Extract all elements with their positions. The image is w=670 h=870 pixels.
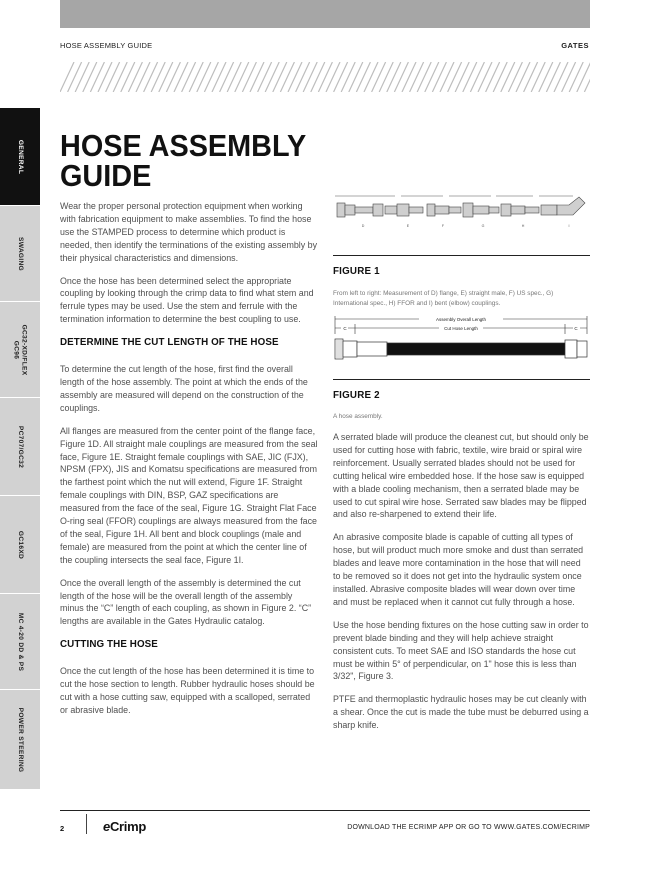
figure-1-label: E — [406, 224, 410, 228]
figure-2-cut-label: Cut Hose Length — [444, 326, 478, 331]
footer-download-link[interactable]: DOWNLOAD THE ECRIMP APP OR GO TO WWW.GATES.COM/ECRIMP — [347, 824, 590, 831]
figure-1-label: H — [521, 224, 525, 228]
intro-paragraph-1: Wear the proper personal protection equipment when working with fabrication equipment to make assemblies. To find the hose use the STAMPED process to determine which product is needed, then identify the terminations of the existing assembly by their physical characteristics and dimensions. — [60, 201, 318, 263]
page-number: 2 — [60, 824, 65, 833]
tab-gc16xd[interactable]: GC16XD — [0, 496, 40, 594]
section-heading-cut-length: DETERMINE THE CUT LENGTH OF THE HOSE — [60, 337, 279, 349]
tab-swaging[interactable]: SWAGING — [0, 206, 40, 302]
cut-length-paragraph-3: Once the overall length of the assembly is determined the cut length of the hose will be the overall length of the assembly minus the “C” length of each coupling, as shown in Figure 2. “C” lengths are available in the Gates Hydraulic catalog. — [60, 577, 312, 627]
footer-divider — [86, 814, 87, 834]
ecrimp-logo[interactable]: eCrimp — [103, 819, 146, 834]
tab-pc707-gc32[interactable]: PC707/GC32 — [0, 398, 40, 496]
right-paragraph-1: A serrated blade will produce the cleanest cut, but should only be used for cutting hose with fabric, textile, wire braid or spiral wire reinforcement. Usually serrated blades should not be used for cutting helical wire embedded hose. If the hose saw is equipped with a blade cooling mechanism, then a serrated blade may be used to cut spiral wire hose. Serrated saw blades may be flipped and also re-sharpened to extend their life. — [333, 432, 589, 520]
cutting-paragraph-1: Once the cut length of the hose has been determined it is time to cut the hose section to length. Rubber hydraulic hoses should be cut with a hose cutting saw, equipped with a scalloped, serrated or abrasive blade. — [60, 666, 315, 715]
tab-mc-4-20[interactable]: MC 4-20 DD & PS — [0, 594, 40, 690]
figure-2-c-label-right: C — [574, 326, 578, 331]
figure-1-couplings-illustration — [333, 193, 590, 233]
intro-paragraph-2: Once the hose has been determined select the appropriate coupling by looking through the crimp data to find what stem and ferrule types may be used. Use the stem and ferrule with the termination information to determine the best coupling to use. — [60, 275, 314, 325]
figure-2-rule — [333, 379, 590, 380]
top-banner — [60, 0, 590, 28]
page-title: HOSE ASSEMBLY GUIDE — [60, 128, 307, 193]
figure-2-hose-assembly — [333, 312, 590, 368]
hatch-band — [60, 62, 590, 92]
left-column — [60, 200, 318, 727]
cut-length-paragraph-2: All flanges are measured from the center point of the flange face, Figure 1D. All straight male couplings are measured from the seal face, Figure 1E. Straight female couplings with SAE, JIC (FJX), NPSM (FPX), JIS and Komatsu specifications are measured from the farthest point which the nut will extend, Figure 1F. Straight female couplings with DIN, BSP, GAZ specifications are measured from the face of the seal, Figure 1G. Straight Flat Face O-ring seal (FFOR) couplings are always measured from the face of the seal, Figure 1H. All bent and block couplings (male and female) are measured from the point at which the center line of the coupling intersects the seal face, Figure 1I. — [60, 425, 318, 565]
figure-1-rule — [333, 255, 590, 256]
right-paragraph-2: An abrasive composite blade is capable of cutting all types of hose, but will product much more smoke and dust than serrated blades and leave more contamination in the hose that will need to be removed so it does not get into the hydraulic system once installed. Abrasive composite blades will wear down over time and must be replaced when it cannot cut fully through a hose. — [333, 532, 584, 607]
tab-power-steering[interactable]: POWER STEERING — [0, 690, 40, 790]
figure-1-label: I — [568, 224, 570, 228]
section-heading-cutting: CUTTING THE HOSE — [60, 639, 158, 651]
header-section-title: HOSE ASSEMBLY GUIDE — [60, 41, 153, 50]
tab-gc32xd-flex[interactable]: GC32-XD/FLEX GC96 — [0, 302, 40, 398]
side-tabs — [0, 108, 40, 790]
right-paragraph-4: PTFE and thermoplastic hydraulic hoses may be cut cleanly with a shear. Once the cut is made the tube must be deburred using a sharp knife. — [333, 694, 589, 731]
right-column — [333, 431, 590, 742]
figure-2-overall-label: Assembly Overall Length — [435, 317, 487, 322]
figure-1-label: G — [481, 224, 485, 228]
figure-1-label: D — [361, 224, 365, 228]
figure-2-title: FIGURE 2 — [333, 390, 380, 401]
tab-general[interactable]: GENERAL — [0, 108, 40, 206]
footer-rule — [60, 810, 590, 811]
figure-1-caption: From left to right: Measurement of D) flange, E) straight male, F) US spec., G) International spec., H) FFOR and I) bent (elbow) couplings. — [333, 290, 554, 307]
figure-2-c-label-left: C — [343, 326, 347, 331]
cut-length-paragraph-1: To determine the cut length of the hose, first find the overall length of the hose assembly. The point at which the ends of the assembly are measured will depend on the construction of the couplings. — [60, 364, 308, 413]
figure-1-title: FIGURE 1 — [333, 266, 380, 277]
figure-2-caption: A hose assembly. — [333, 413, 383, 420]
figure-1-label: F — [441, 224, 445, 228]
header-brand: GATES — [561, 41, 589, 50]
right-paragraph-3: Use the hose bending fixtures on the hose cutting saw in order to prevent blade binding and they will help achieve straight consistent cuts. To meet SAE and ISO standards the hose cut must be within 5° of perpendicular, on 1" hose this is less than 3/32", Figure 3. — [333, 619, 589, 682]
